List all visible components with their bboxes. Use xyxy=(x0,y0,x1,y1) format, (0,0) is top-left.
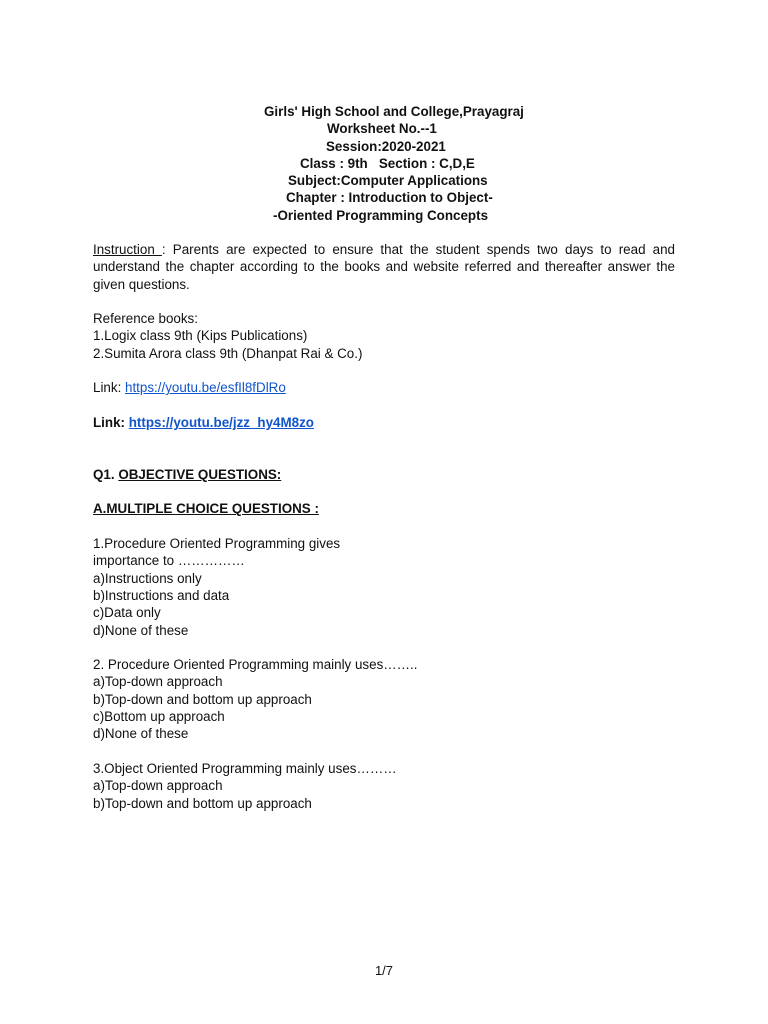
question-2 xyxy=(93,656,675,742)
youtube-link-2[interactable]: https://youtu.be/jzz_hy4M8zo xyxy=(128,414,314,430)
question-text: importance to …………… xyxy=(93,553,245,569)
worksheet-header xyxy=(0,103,768,224)
link-line-1 xyxy=(93,379,675,396)
answer-option: a)Top-down approach xyxy=(93,778,223,794)
question-3 xyxy=(93,760,675,812)
answer-option: d)None of these xyxy=(93,726,189,742)
session-label: Session:2020-2021 xyxy=(326,138,446,154)
school-name: Girls' High School and College,Prayagraj xyxy=(264,104,524,119)
reference-heading: Reference books: xyxy=(93,311,198,327)
question-prefix: Q1. xyxy=(93,466,119,482)
answer-option: b)Top-down and bottom up approach xyxy=(93,691,312,707)
instruction-separator: : xyxy=(161,242,166,257)
question-text: 2. Procedure Oriented Programming mainly uses…….. xyxy=(93,657,418,673)
subject-label: Subject:Computer Applications xyxy=(288,173,488,189)
answer-option: d)None of these xyxy=(93,622,189,638)
question-1 xyxy=(93,535,675,639)
reference-item: 2.Sumita Arora class 9th (Dhanpat Rai & Co.) xyxy=(93,345,363,361)
worksheet-number: Worksheet No.--1 xyxy=(327,121,437,137)
mcq-heading: A.MULTIPLE CHOICE QUESTIONS : xyxy=(93,501,319,517)
question-text: 3.Object Oriented Programming mainly uses……… xyxy=(93,760,397,776)
instruction-line-1 xyxy=(93,241,675,258)
link-label: Link: xyxy=(93,380,126,396)
instruction-line-3: given questions. xyxy=(93,276,190,292)
youtube-link-1[interactable]: https://youtu.be/esfIl8fDlRo xyxy=(125,380,286,396)
answer-option: c)Data only xyxy=(93,605,161,621)
reference-books xyxy=(93,310,675,362)
chapter-label-line1: Chapter : Introduction to Object- xyxy=(286,190,493,206)
class-section-label: Class : 9th Section : C,D,E xyxy=(300,155,475,171)
instruction-line-2: understand the chapter according to the books and website referred and thereafter answer the xyxy=(93,259,675,275)
answer-option: b)Instructions and data xyxy=(93,587,230,603)
instruction-text-1: Parents are expected to ensure that the student spends two days to read and xyxy=(165,242,675,257)
chapter-label-line2: -Oriented Programming Concepts xyxy=(273,207,489,223)
objective-questions-title: OBJECTIVE QUESTIONS: xyxy=(118,466,282,482)
answer-option: c)Bottom up approach xyxy=(93,709,225,725)
link-label: Link: xyxy=(93,414,129,430)
answer-option: a)Top-down approach xyxy=(93,674,223,690)
instruction-paragraph xyxy=(93,241,675,293)
answer-option: b)Top-down and bottom up approach xyxy=(93,795,312,811)
page-number: 1/7 xyxy=(374,963,394,978)
instruction-label: Instruction xyxy=(93,242,162,257)
reference-item: 1.Logix class 9th (Kips Publications) xyxy=(93,328,308,344)
link-line-2 xyxy=(93,414,675,431)
objective-questions-heading xyxy=(93,466,675,483)
question-text: 1.Procedure Oriented Programming gives xyxy=(93,536,341,552)
answer-option: a)Instructions only xyxy=(93,570,202,586)
worksheet-body xyxy=(93,241,675,812)
